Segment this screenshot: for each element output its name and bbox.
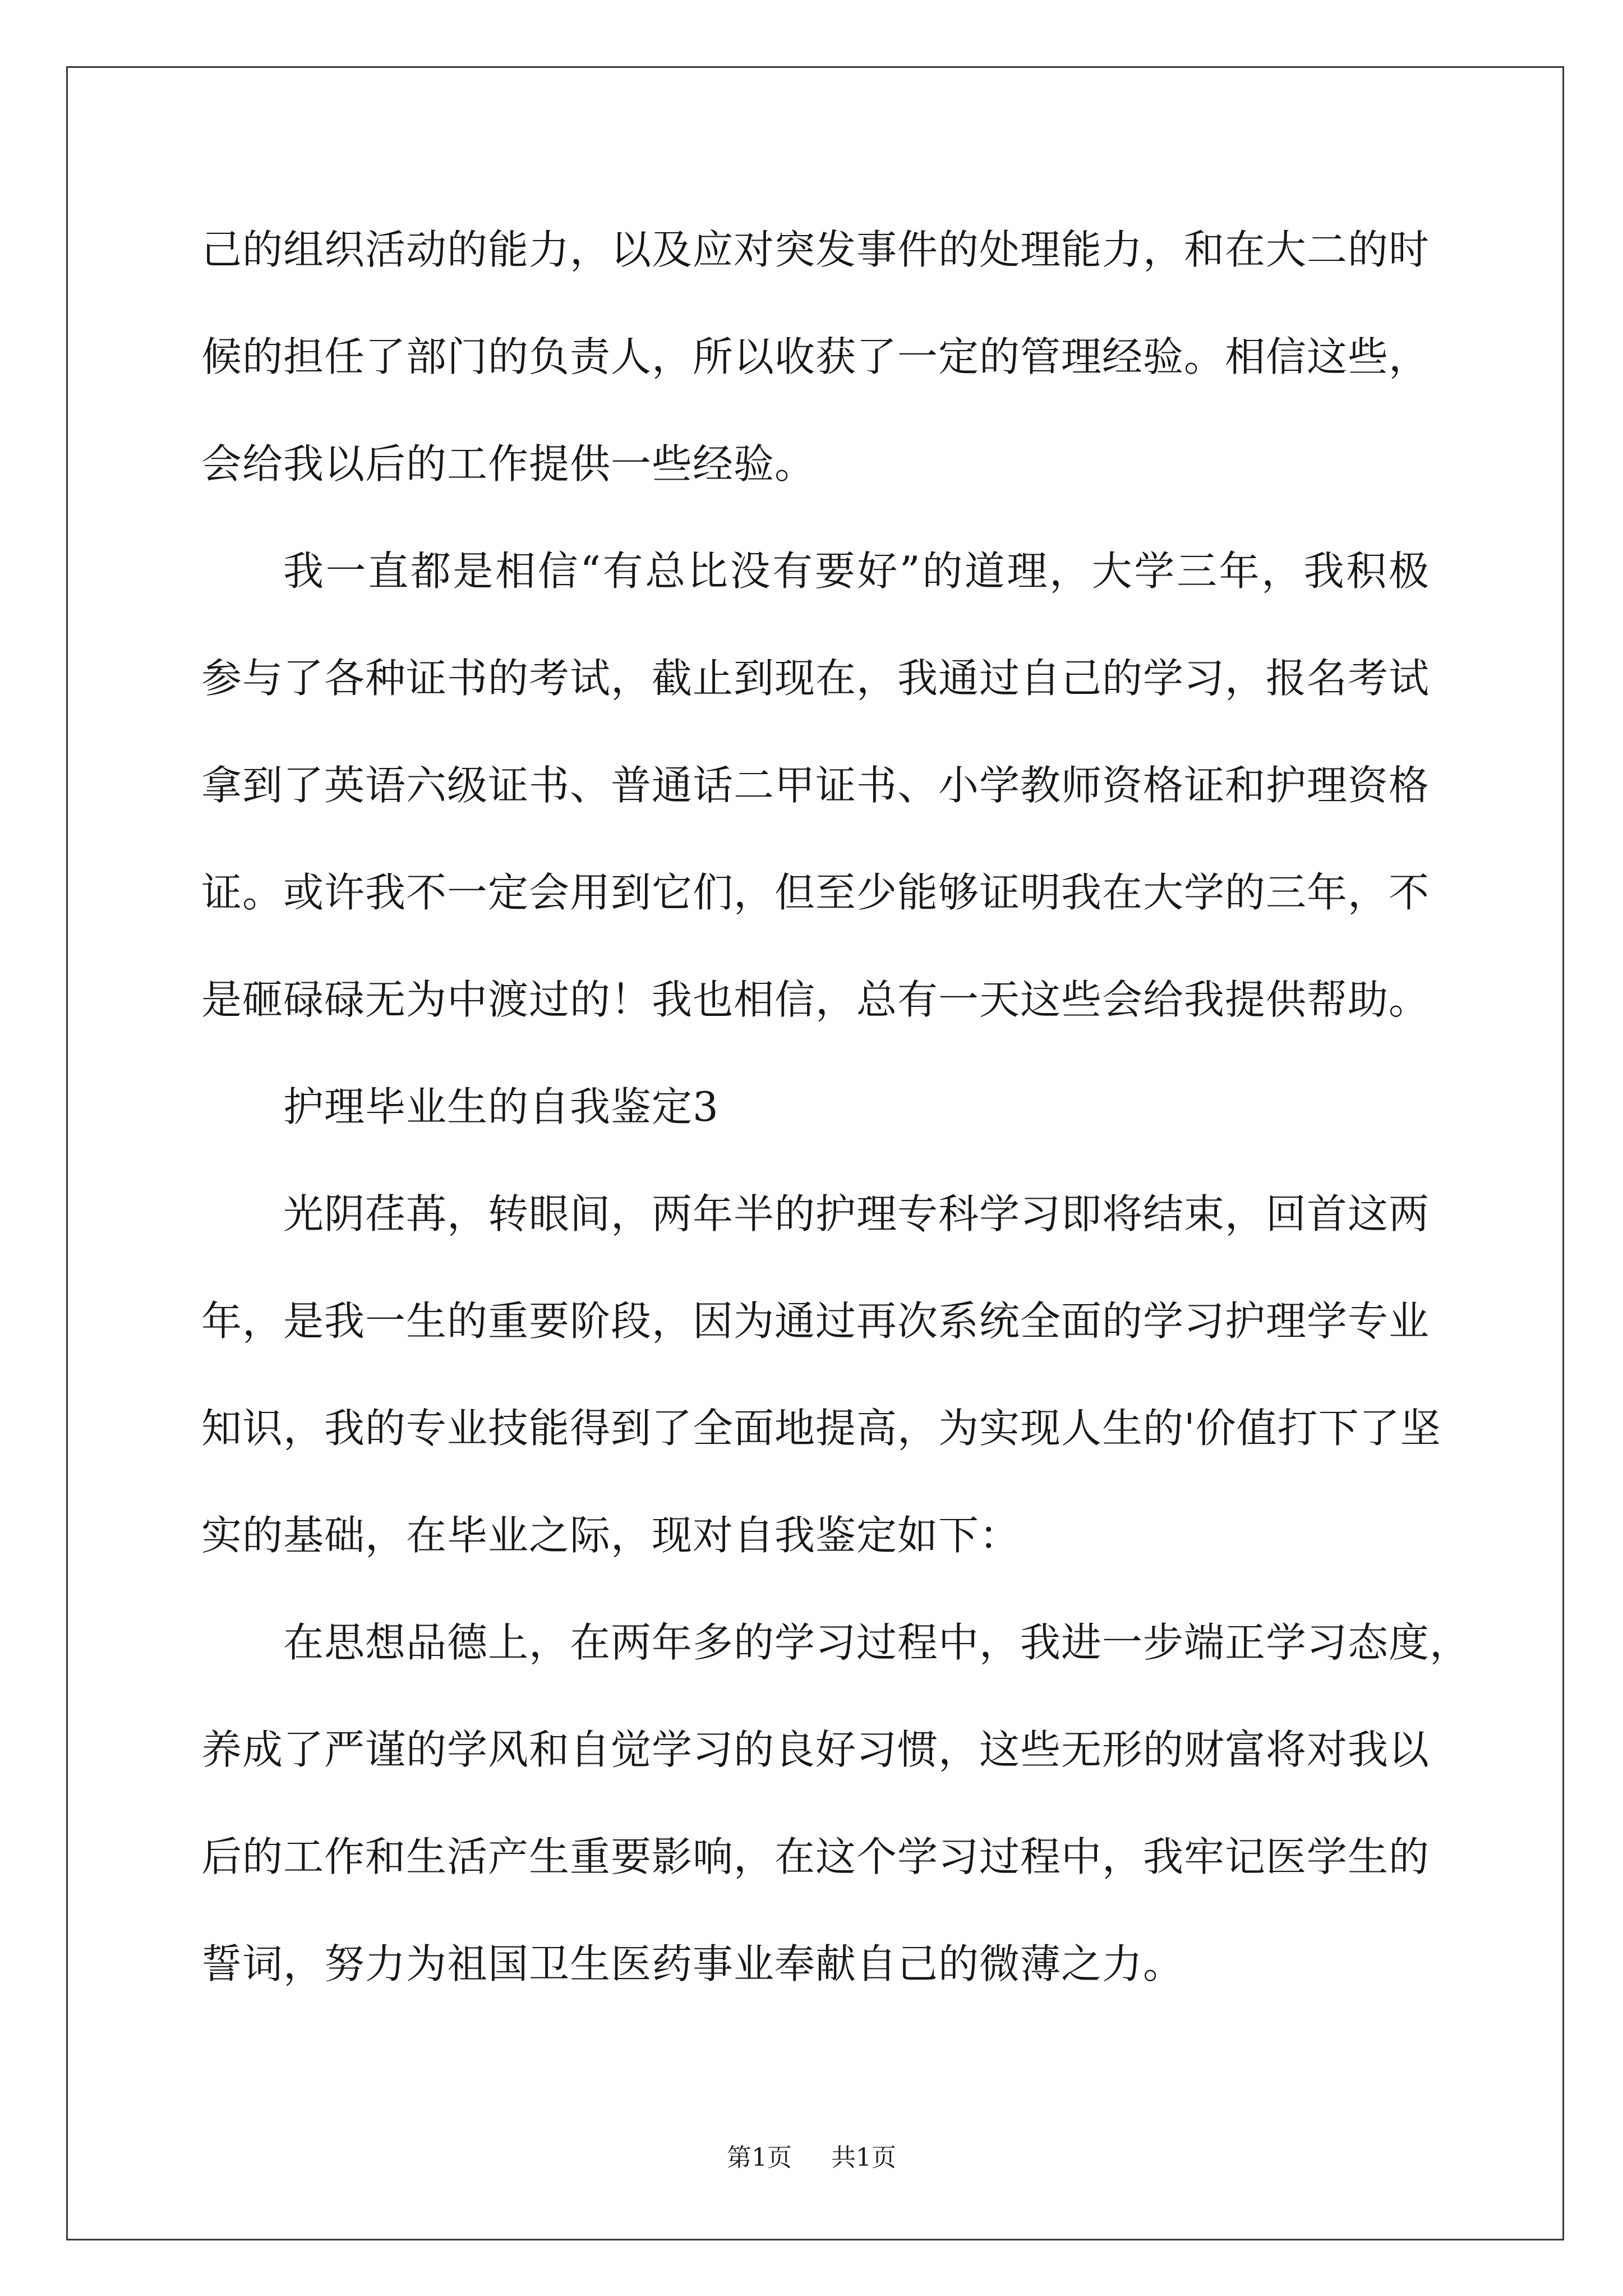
paragraph <box>201 518 1536 1053</box>
text-line: 会给我以后的工作提供一些经验。 <box>201 440 816 487</box>
paragraph <box>201 1589 1536 2018</box>
text-line: 候的担任了部门的负责人，所以收获了一定的管理经验。相信这些， <box>201 333 1430 380</box>
text-line: 后的工作和生活产生重要影响，在这个学习过程中，我牢记医学生的 <box>201 1833 1430 1880</box>
text-line: 誓词，努力为祖国卫生医药事业奉献自己的微薄之力。 <box>201 1940 1184 1987</box>
text-line: 光阴荏苒，转眼间，两年半的护理专科学习即将结束，回首这两 <box>283 1190 1430 1237</box>
paragraph <box>201 196 1536 518</box>
text-line: 证。或许我不一定会用到它们，但至少能够证明我在大学的三年，不 <box>201 869 1430 916</box>
text-line: 年，是我一生的重要阶段，因为通过再次系统全面的学习护理学专业 <box>201 1297 1430 1345</box>
text-line: 拿到了英语六级证书、普通话二甲证书、小学教师资格证和护理资格 <box>201 762 1430 809</box>
text-line: 养成了严谨的学风和自觉学习的良好习惯，这些无形的财富将对我以 <box>201 1726 1430 1773</box>
text-line: 己的组织活动的能力，以及应对突发事件的处理能力，和在大二的时 <box>201 226 1430 273</box>
text-line: 知识，我的专业技能得到了全面地提高，为实现人生的'价值打下了坚 <box>201 1405 1441 1452</box>
section-heading <box>201 1053 1536 1161</box>
page-number-total: 共1页 <box>831 2143 896 2172</box>
text-line: 参与了各种证书的考试，截止到现在，我通过自己的学习，报名考试 <box>201 655 1430 702</box>
text-line: 是砸碌碌无为中渡过的！我也相信，总有一天这些会给我提供帮助。 <box>201 976 1430 1023</box>
text-line: 我一直都是相信“有总比没有要好”的道理，大学三年，我积极 <box>283 547 1430 595</box>
paragraph <box>201 1161 1536 1589</box>
document-body <box>201 196 1536 2018</box>
text-line: 在思想品德上，在两年多的学习过程中，我进一步端正学习态度， <box>283 1619 1471 1666</box>
section-heading-text: 护理毕业生的自我鉴定3 <box>283 1083 719 1130</box>
page-footer <box>0 2144 1623 2172</box>
page-number-current: 第1页 <box>727 2143 792 2172</box>
text-line: 实的基础，在毕业之际，现对自我鉴定如下： <box>201 1512 1021 1559</box>
